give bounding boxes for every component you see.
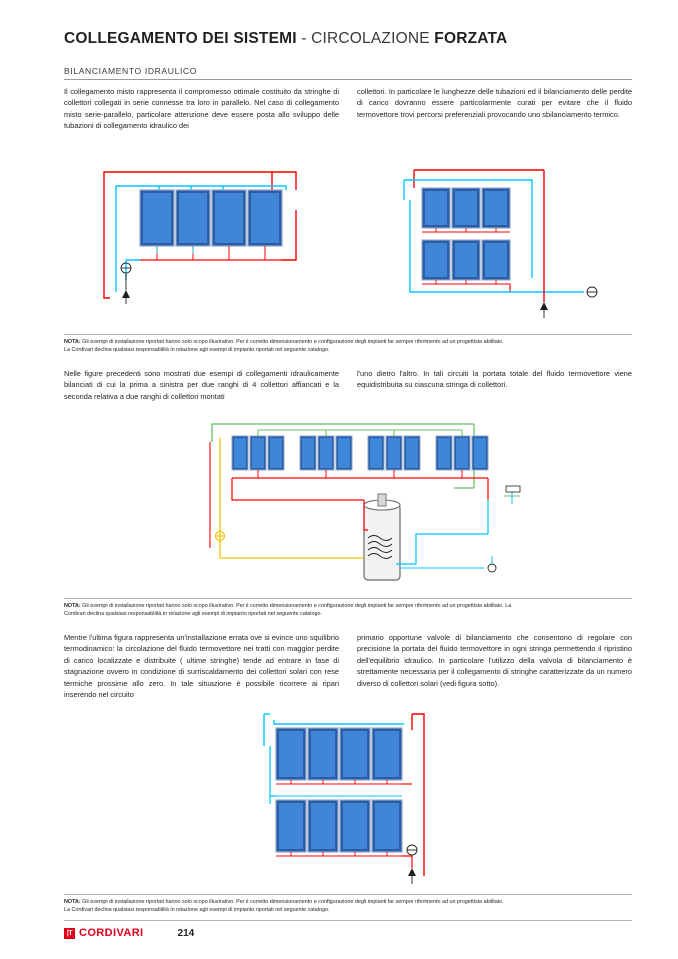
solar-panel-array bbox=[232, 436, 488, 470]
page-title bbox=[64, 30, 507, 48]
section-subtitle: BILANCIAMENTO IDRAULICO bbox=[64, 66, 632, 80]
note-1 bbox=[64, 334, 632, 354]
diagram-system-with-storage-tank bbox=[64, 408, 632, 594]
paragraph-1-right: collettori. In particolare le lunghezze delle tubazioni ed il bilanciamento delle perdite di carico dovranno essere particolarmente curati per evitare che il fluido termovettore trovi percorsi preferenziali provocando uno sbilanciamento termico. bbox=[357, 87, 632, 119]
cordivari-logo-icon: |T bbox=[64, 928, 75, 939]
solar-panel-group-right-bottom bbox=[422, 240, 510, 280]
note-2-label: NOTA: bbox=[64, 603, 81, 609]
note-1-line2: La Cordivari declina qualsiasi responsabilità in relazione agli esempi di impianto riportati nel seguente catalogo. bbox=[64, 347, 330, 354]
diagram-unbalanced-system bbox=[64, 700, 632, 890]
left-schematic bbox=[104, 172, 296, 304]
right-schematic bbox=[404, 170, 597, 318]
paragraph-block-3 bbox=[64, 632, 632, 701]
title-separator: - bbox=[296, 30, 312, 47]
solar-panel-group-bottom bbox=[276, 800, 402, 852]
paragraph-2-right: l'uno dietro l'altro. In tali circuiti la portata totale del fluido termovettore viene equidistribuita su ciascuna stringa di collettori. bbox=[357, 369, 632, 390]
note-2-line2: Cordivari declina qualsiasi responsabilità in relazione agli esempi di impianto riportati nel seguente catalogo. bbox=[64, 611, 322, 618]
valve-symbol-right bbox=[587, 287, 597, 297]
paragraph-2-left: Nelle figure precedenti sono mostrati due esempi di collegamenti idraulicamente bilanciati di cui la prima a sinistra per due ranghi di 4 collettori affiancati e la seconda relativa a due ranghi di collettori montati bbox=[64, 369, 339, 401]
note-1-line1: Gli esempi di installazione riportati hanno solo scopo illustrativo. Per il corretto dimensionamento e configurazione degli impianti far sempre riferimento ad un progettista abilitato. bbox=[80, 339, 504, 345]
storage-tank bbox=[364, 494, 400, 580]
title-bold-1: COLLEGAMENTO DEI SISTEMI bbox=[64, 30, 297, 47]
diagram-balanced-systems bbox=[64, 150, 632, 330]
note-3-line1: Gli esempi di installazione riportati hanno solo scopo illustrativo. Per il corretto dimensionamento e configurazione degli impianti far sempre riferimento ad un progettista abilitato. bbox=[80, 899, 504, 905]
solar-panel-group-top bbox=[276, 728, 402, 780]
note-3-label: NOTA: bbox=[64, 899, 81, 905]
page-number: 214 bbox=[177, 927, 195, 939]
note-2 bbox=[64, 598, 632, 618]
brand-name: CORDIVARI bbox=[79, 927, 144, 939]
note-3 bbox=[64, 894, 632, 914]
page-footer bbox=[64, 920, 632, 939]
solar-panel-group-right-top bbox=[422, 188, 510, 228]
solar-panel-group-left bbox=[140, 190, 282, 246]
right-fittings bbox=[488, 486, 520, 572]
title-bold-2: FORZATA bbox=[434, 30, 508, 47]
paragraph-block-2 bbox=[64, 368, 632, 402]
paragraph-3-right: primario opportune valvole di bilanciamento che consentono di regolare con precisione la portata del fluido termovettore in ogni stringa permettendo il ripristino dell'equilibrio idraulico. In particolare l'utilizzo della valvola di bilanciamento è strettamente necessaria per il collegamento di stringhe caratterizzate da un numero diverso di collettori solari (vedi figura sotto). bbox=[357, 633, 632, 688]
note-3-line2: La Cordivari declina qualsiasi responsabilità in relazione agli esempi di impianto riportati nel seguente catalogo. bbox=[64, 907, 330, 914]
title-normal: CIRCOLAZIONE bbox=[311, 30, 435, 47]
note-1-label: NOTA: bbox=[64, 339, 81, 345]
paragraph-1-left: Il collegamento misto rappresenta il compromesso ottimale costituito da stringhe di collettori collegati in serie connesse tra loro in parallelo. Nel caso di collegamento misto serie-parallelo, particolare attenzione deve essere posta allo sviluppo delle tubazioni di collegamento idraulico dei bbox=[64, 87, 339, 131]
note-2-line1: Gli esempi di installazione riportati hanno solo scopo illustrativo. Per il corretto dimensionamento e configurazione degli impianti far sempre riferimento ad un progettista abilitato. La bbox=[80, 603, 512, 609]
paragraph-block-1 bbox=[64, 86, 632, 132]
paragraph-3-left: Mentre l'ultima figura rappresenta un'installazione errata ove si evince uno squilibrio termodinamico: la circolazione del fluido termovettore nei tratti con maggior perdite di carico localizzate e distribuite ( ultime stringhe) tende ad entrare in fase di stagnazione ovvero in condizione di surriscaldamento dei collettori solari con rese termiche prossime allo zero. In tale situazione è possibile ricorrere ai ripari inserendo nel circuito bbox=[64, 633, 339, 700]
